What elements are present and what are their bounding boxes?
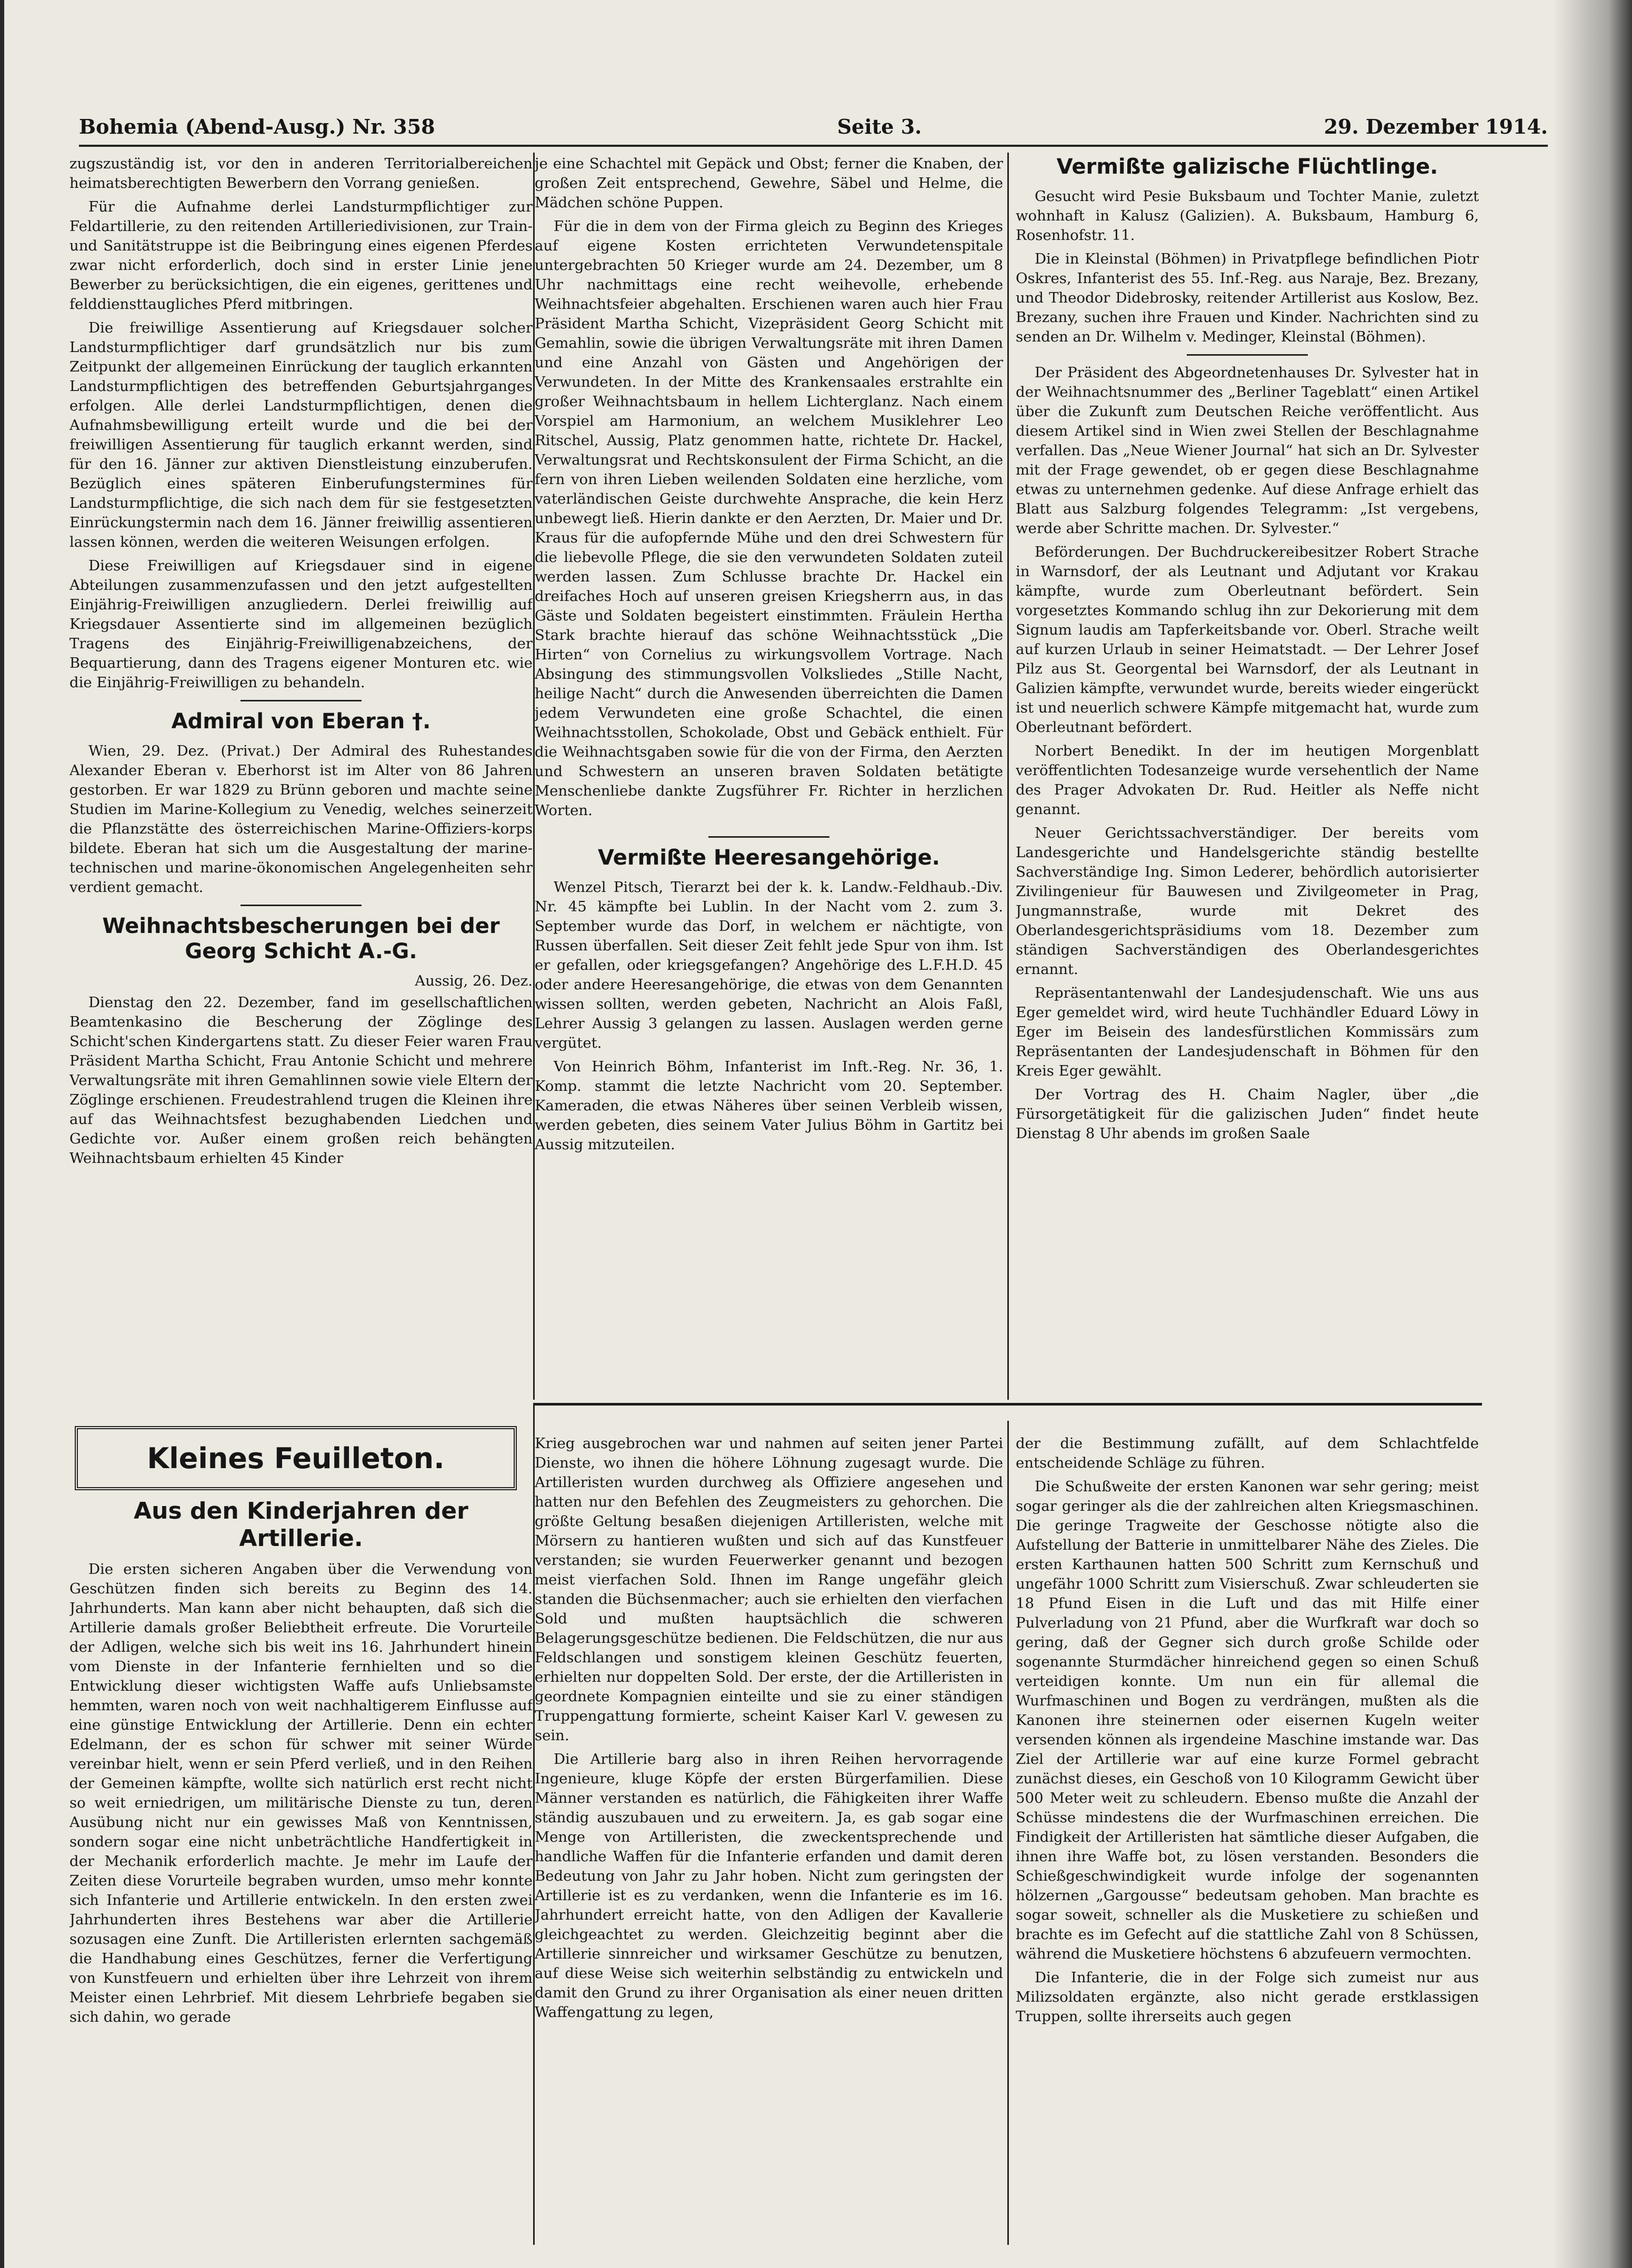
paragraph: Krieg ausgebrochen war und nahmen auf seiten jener Partei Dienste, wo ihnen die höhere Löhnung zugesagt wurde. Die Artilleristen wurden durchweg als Offiziere angesehen und hatten nur den Befehlen des Zeugmeisters zu gehorchen. Die größte Geltung besaßen diejenigen Artilleristen, welche mit Mörsern zu hantieren wußten und sich auf das Kunstfeuer verstanden; sie wurden Feuerwerker genannt und bezogen meist vierfachen Sold. Ihnen im Range ungefähr gleich standen die Büchsenmacher; auch sie erhielten den vierfachen Sold und mußten hauptsächlich die schweren Belagerungsgeschütze bedienen. Die Feldschützen, die nur aus Feldschlangen und sonstigem kleinen Geschütz feuerten, erhielten nur doppelten Sold. Der erste, der die Artilleristen in geordnete Kompagnien einteilte und sie zu einer ständigen Truppengattung formierte, scheint Kaiser Karl V. gewesen zu sein. bbox=[535, 1435, 1003, 1744]
paragraph: zugszuständig ist, vor den in anderen Territorialbereichen heimatsberechtigten Bewerbern den Vorrang genießen. bbox=[69, 155, 533, 192]
news-item: Neuer Gerichtssachverständiger. Der bereits vom Landesgerichte und Handelsgerichte ständig bestellte Sachverständige Ing. Simon Lederer, behördlich autorisierter Zivilingenieur für Bauwesen und Zivilgeometer in Prag, Jungmannstraße, wurde mit Dekret des Oberlandesgerichtspräsidiums vom 18. Dezember zum ständigen Sachverständigen des Oberlandesgerichtes ernannt. bbox=[1016, 825, 1479, 978]
paragraph: Diese Freiwilligen auf Kriegsdauer sind in eigene Abteilungen zusammenzufassen und den jetzt aufgestellten Einjährig-Freiwilligen anzugliedern. Derlei freiwillig auf Kriegsdauer Assentierte sind im allgemeinen bezüglich Tragens des Einjährig-Freiwilligenabzeichens, der Bequartierung, dann des Tragens eigener Monturen etc. wie die Einjährig-Freiwilligen zu behandeln. bbox=[69, 557, 533, 691]
column-rule bbox=[1007, 153, 1009, 1400]
section-rule bbox=[535, 1403, 1482, 1406]
paragraph: Von Heinrich Böhm, Infanterist im Inft.-Reg. Nr. 36, 1. Komp. stammt die letzte Nachricht vom 20. September. Kameraden, die etwas Näheres über seinen Verbleib wissen, werden gebeten, dies seinem Vater Julius Böhm in Gartitz bei Aussig mitzuteilen. bbox=[535, 1058, 1003, 1153]
paragraph: Die Schußweite der ersten Kanonen war sehr gering; meist sogar geringer als die der zahlreichen alten Kriegsmaschinen. Die geringe Tragweite der Geschosse nötigte also die Aufstellung der Batterie in unmittelbarer Nähe des Zieles. Die ersten Karthaunen hatten 500 Schritt zum Kernschuß und ungefähr 1000 Schritt zum Visierschuß. Zwar schleuderten sie 18 Pfund Eisen in die Luft und das mit Hilfe einer Pulverladung von 21 Pfund, aber die Wurfkraft war doch so gering, daß der Gegner sich durch große Schilde oder sogenannte Sturmdächer hinreichend gegen so einen Schuß verteidigen konnte. Um nun ein für allemal die Wurfmaschinen und Bogen zu verdrängen, mußten als die Kanonen ihre steinernen oder eisernen Kugeln weiter versenden können als irgendeine Maschine imstande war. Das Ziel der Artillerie war auf eine kurze Formel gebracht zunächst dieses, ein Geschoß von 10 Kilogramm Gewicht über 500 Meter weit zu schleudern. Ebenso mußte die Anzahl der Schüsse mindestens die der Wurfmaschinen erreichen. Die Findigkeit der Artilleristen hat sämtliche dieser Aufgaben, die ihnen ihre Waffe bot, zu lösen verstanden. Besonders die Schießgeschwindigkeit wurde infolge der sogenannten hölzernen „Gargousse“ bedeutsam gehoben. Man brachte es sogar soweit, schneller als die Musketiere zu schießen und brachte es im Gefecht auf die stattliche Zahl von 8 Schüssen, während die Musketiere höchstens 6 abzufeuern vermochten. bbox=[1016, 1478, 1479, 1962]
header-page-number: Seite 3. bbox=[837, 114, 922, 138]
separator bbox=[708, 836, 829, 838]
header-date: 29. Dezember 1914. bbox=[1324, 114, 1548, 138]
feuilleton-column-2 bbox=[535, 1434, 1003, 2247]
column-rule bbox=[1007, 1421, 1009, 2245]
paragraph: Die Infanterie, die in der Folge sich zumeist nur aus Milizsoldaten ergänzte, also nicht gerade erstklassigen Truppen, sollte ihrerseits auch gegen bbox=[1016, 1969, 1479, 2025]
paragraph: Dienstag den 22. Dezember, fand im gesellschaftlichen Beamtenkasino die Bescherung der Zöglinge des Schicht'schen Kindergartens statt. Zu dieser Feier waren Frau Präsident Martha Schicht, Frau Antonie Schicht und mehrere Verwaltungsräte mit ihren Gemahlinnen sowie viele Eltern der Zöglinge erschienen. Freudestrahlend trugen die Kleinen ihre auf das Weihnachtsfest bezughabenden Liedchen und Gedichte vor. Außer einem großen reich behängten Weihnachtsbaum erhielten 45 Kinder bbox=[69, 994, 533, 1167]
paragraph: je eine Schachtel mit Gepäck und Obst; ferner die Knaben, der großen Zeit entsprechend, Gewehre, Säbel und Helme, die Mädchen schöne Puppen. bbox=[535, 155, 1003, 211]
headline-vermisste-heeresangehoerige: Vermißte Heeresangehörige. bbox=[598, 846, 940, 870]
separator bbox=[241, 700, 362, 701]
news-item: Norbert Benedikt. In der im heutigen Morgenblatt veröffentlichten Todesanzeige wurde versehentlich der Name des Prager Advokaten Dr. Rud. Heitler als Neffe nicht genannt. bbox=[1016, 742, 1479, 818]
column-2 bbox=[535, 154, 1003, 1397]
headline-artillerie: Aus den Kinderjahren der Artillerie. bbox=[134, 1498, 468, 1552]
column-1 bbox=[69, 154, 533, 1397]
feuilleton-column-1 bbox=[69, 1405, 533, 2247]
page-header bbox=[79, 108, 1548, 147]
separator bbox=[1187, 354, 1308, 356]
news-item: Der Vortrag des H. Chaim Nagler, über „die Fürsorgetätigkeit für die galizischen Juden“ findet heute Dienstag 8 Uhr abends im großen Saale bbox=[1016, 1086, 1479, 1142]
header-publication: Bohemia (Abend-Ausg.) Nr. 358 bbox=[79, 114, 435, 138]
paragraph: Die ersten sicheren Angaben über die Verwendung von Geschützen finden sich bereits zu Beginn des 14. Jahrhunderts. Man kann aber nicht behaupten, daß sich die Artillerie damals großer Beliebtheit erfreute. Die Vorurteile der Adligen, welche sich bis weit ins 16. Jahrhundert hinein vom Dienste in der Infanterie fernhielten und so die Entwicklung dieser wichtigsten Waffe aufs Unliebsamste hemmten, waren noch von weit nachhaltigerem Einflusse auf eine günstige Entwicklung der Artillerie. Denn ein echter Edelmann, der es schon für schwer mit seiner Würde vereinbar hielt, wenn er sein Pferd verließ, und in den Reihen der Gemeinen kämpfte, wollte sich natürlich erst recht nicht so weit erniedrigen, um militärische Dienste zu tun, deren Ausübung nicht nur ein gewisses Maß von Kenntnissen, sondern sogar eine nicht unbeträchtliche Handfertigkeit in der Mechanik erforderlich machte. Je mehr im Laufe der Zeiten diese Vorurteile begraben wurden, umso mehr konnte sich Infanterie und Artillerie entwickeln. In den ersten zwei Jahrhunderten ihres Bestehens war aber die Artillerie sozusagen eine Zunft. Die Artilleristen erlernten sachgemäß die Handhabung eines Geschützes, ferner die Verfertigung von Kunstfeuern und erhielten über ihre Lehrzeit von ihrem Meister einen Lehrbrief. Mit diesem Lehrbriefe begaben sie sich dahin, wo gerade bbox=[69, 1561, 533, 2025]
feuilleton-column-3 bbox=[1016, 1434, 1479, 2247]
feuilleton-box bbox=[75, 1426, 517, 1490]
dateline: Aussig, 26. Dez. bbox=[415, 972, 533, 989]
page-gutter-shadow bbox=[1553, 0, 1632, 2268]
paragraph: Die freiwillige Assentierung auf Kriegsdauer solcher Landsturmpflichtiger darf grundsätzlich nur bis zum Zeitpunkt der allgemeinen Einrückung der tauglich erkannten Landsturmpflichtigen des betreffenden Geburtsjahrganges erfolgen. Alle derlei Landsturmpflichtigen, denen die Aufnahmsbewilligung erteilt wurde und die bei der freiwilligen Assentierung für tauglich erkannt werden, sind für den 16. Jänner zur aktiven Dienstleistung einzuberufen. Bezüglich eines späteren Einberufungstermines für Landsturmpflichtige, die sich nach dem für sie festgesetzten Einrückungstermin nach dem 16. Jänner freiwillig assentieren lassen können, werden die weiteren Weisungen erfolgen. bbox=[69, 319, 533, 550]
separator bbox=[241, 905, 362, 906]
paragraph: Wien, 29. Dez. (Privat.) Der Admiral des Ruhestandes Alexander Eberan v. Eberhorst ist im Alter von 86 Jahren gestorben. Er war 1829 zu Brünn geboren und machte seine Studien im Marine-Kollegium zu Venedig, welches seinerzeit die Pflanzstätte des österreichischen Marine-Offiziers-korps bildete. Eberan hat sich um die Ausgestaltung der marine-technischen und marine-ökonomischen Angelegenheiten sehr verdient gemacht. bbox=[69, 742, 533, 896]
headline-vermisste-fluechtlinge: Vermißte galizische Flüchtlinge. bbox=[1056, 155, 1438, 179]
paragraph: Wenzel Pitsch, Tierarzt bei der k. k. Landw.-Feldhaub.-Div. Nr. 45 kämpfte bei Lublin. In der Nacht vom 2. zum 3. September wurde das Dorf, in welchem er nächtigte, von Russen überfallen. Seit dieser Zeit fehlt jede Spur von ihm. Ist er gefallen, oder kriegsgefangen? Angehörige des L.F.H.D. 45 oder andere Heeresangehörige, die etwas von dem Genannten wissen sollten, werden gebeten, Nachricht an Alois Faßl, Lehrer Aussig 3 gelangen zu lassen. Auslagen werden gerne vergütet. bbox=[535, 879, 1003, 1051]
column-3 bbox=[1016, 154, 1479, 1397]
page-edge bbox=[0, 0, 4, 2268]
paragraph: der die Bestimmung zufällt, auf dem Schlachtfelde entscheidende Schläge zu führen. bbox=[1016, 1435, 1479, 1471]
news-item: Der Präsident des Abgeordnetenhauses Dr. Sylvester hat in der Weihnachtsnummer des „Berliner Tageblatt“ einen Artikel über die Zukunft zum Deutschen Reiche veröffentlicht. Aus diesem Artikel sind in Wien zwei Stellen der Beschlagnahme verfallen. Das „Neue Wiener Journal“ hat sich an Dr. Sylvester mit der Frage gewendet, ob er gegen diese Beschlagnahme etwas zu unternehmen gedenke. Auf diese Anfrage erhielt das Blatt aus Salzburg folgendes Telegramm: „Ist vergebens, werde aber Schritte machen. Dr. Sylvester.“ bbox=[1016, 364, 1479, 537]
news-item: Repräsentantenwahl der Landesjudenschaft. Wie uns aus Eger gemeldet wird, wird heute Tuchhändler Eduard Löwy in Eger im Beisein des landesfürstlichen Kommissärs zum Repräsentanten der Landesjudenschaft in Böhmen für den Kreis Eger gewählt. bbox=[1016, 985, 1479, 1079]
news-item: Beförderungen. Der Buchdruckereibesitzer Robert Strache in Warnsdorf, der als Leutnant und Adjutant vor Krakau kämpfte, wurde zum Oberleutnant befördert. Sein vorgesetztes Kommando schlug ihn zur Dekorierung mit dem Signum laudis am Tapferkeitsbande vor. Oberl. Strache weilt auf kurzen Urlaub in seiner Heimatstadt. — Der Lehrer Josef Pilz aus St. Georgental bei Warnsdorf, der als Leutnant in Galizien kämpfte, verwundet wurde, bereits wieder eingerückt ist und neuerlich schwere Kämpfe mitgemacht hat, wurde zum Oberleutnant befördert. bbox=[1016, 544, 1479, 736]
feuilleton-box-title: Kleines Feuilleton. bbox=[147, 1441, 445, 1475]
paragraph: Für die in dem von der Firma gleich zu Beginn des Krieges auf eigene Kosten errichteten Verwundetenspitale untergebrachten 50 Krieger wurde am 24. Dezember, um 8 Uhr nachmittags eine recht weihevolle, erhebende Weihnachtsfeier abgehalten. Erschienen waren auch hier Frau Präsident Martha Schicht, Vizepräsident Georg Schicht mit Gemahlin, sowie die übrigen Verwaltungsräte mit ihren Damen und eine Anzahl von Gästen und Angehörigen der Verwundeten. In der Mitte des Krankensaales erstrahlte ein großer Weihnachtsbaum in hellem Lichterglanz. Nach einem Vorspiel am Harmonium, an welchem Musiklehrer Leo Ritschel, Aussig, Platz genommen hatte, richtete Dr. Hackel, Verwaltungsrat und Rechtskonsulent der Firma Schicht, an die fern von ihren Lieben weilenden Soldaten eine herzliche, vom vaterländischen Geiste durchwehte Ansprache, die kein Herz unbewegt ließ. Hierin dankte er den Aerzten, Dr. Maier und Dr. Kraus für die aufopfernde Mühe und den drei Schwestern für die liebevolle Pflege, die sie den verwundeten Soldaten zuteil werden lassen. Zum Schlusse brachte Dr. Hackel ein dreifaches Hoch auf unseren greisen Kriegsherrn aus, in das Gäste und Soldaten begeistert einstimmten. Fräulein Hertha Stark brachte hierauf das schöne Weihnachtsstück „Die Hirten“ von Cornelius zu wirkungsvollem Vortrage. Nach Absingung des stimmungsvollen Volksliedes „Stille Nacht, heilige Nacht“ durch die Anwesenden überreichten die Damen jedem Verwundeten eine große Schachtel, die einen Weihnachtsstollen, Schokolade, Obst und Gebäck enthielt. Für die Weihnachtsgaben sowie für die von der Firma, den Aerzten und Schwestern an unseren braven Soldaten betätigte Menschenliebe dankte Zugsführer Fr. Richter in herzlichen Worten. bbox=[535, 218, 1003, 819]
headline-weihnachtsbescherungen: Weihnachtsbescherungen bei der Georg Schicht A.-G. bbox=[102, 914, 500, 964]
headline-admiral: Admiral von Eberan †. bbox=[171, 709, 431, 734]
paragraph: Für die Aufnahme derlei Landsturmpflichtiger zur Feldartillerie, zu den reitenden Artilleriedivisionen, zur Train- und Sanitätstruppe ist die Beibringung eines eigenen Pferdes zwar nicht erforderlich, doch sind in erster Linie jene Bewerber zu berücksichtigen, die ein eigenes, gerittenes und felddiensttaugliches Pferd mitbringen. bbox=[69, 198, 533, 313]
paragraph: Die in Kleinstal (Böhmen) in Privatpflege befindlichen Piotr Oskres, Infanterist des 55. Inf.-Reg. aus Naraje, Bez. Brezany, und Theodor Didebrosky, reitender Artillerist aus Koslow, Bez. Brezany, suchen ihre Frauen und Kinder. Nachrichten sind zu senden an Dr. Wilhelm v. Medinger, Kleinstal (Böhmen). bbox=[1016, 250, 1479, 345]
paragraph: Gesucht wird Pesie Buksbaum und Tochter Manie, zuletzt wohnhaft in Kalusz (Galizien). A. Buksbaum, Hamburg 6, Rosenhofstr. 11. bbox=[1016, 188, 1479, 244]
paragraph: Die Artillerie barg also in ihren Reihen hervorragende Ingenieure, kluge Köpfe der ersten Bürgerfamilien. Diese Männer verstanden es natürlich, die Fähigkeiten ihrer Waffe ständig auszubauen und zu erweitern. Ja, es gab sogar eine Menge von Artilleristen, die zweckentsprechende und handliche Waffen für die Infanterie erfanden und damit deren Bedeutung von Jahr zu Jahr hoben. Nicht zum geringsten der Artillerie ist es zu verdanken, wenn die Infanterie es im 16. Jahrhundert erreicht hatte, von den Adligen der Kavallerie gleichgeachtet zu werden. Gleichzeitig beginnt aber die Artillerie sinnreicher und wirksamer Geschütze zu benutzen, auf diese Weise sich weiterhin selbständig zu entwickeln und damit den Grund zu ihrer Organisation als einer neuen dritten Waffengattung zu legen, bbox=[535, 1751, 1003, 2021]
